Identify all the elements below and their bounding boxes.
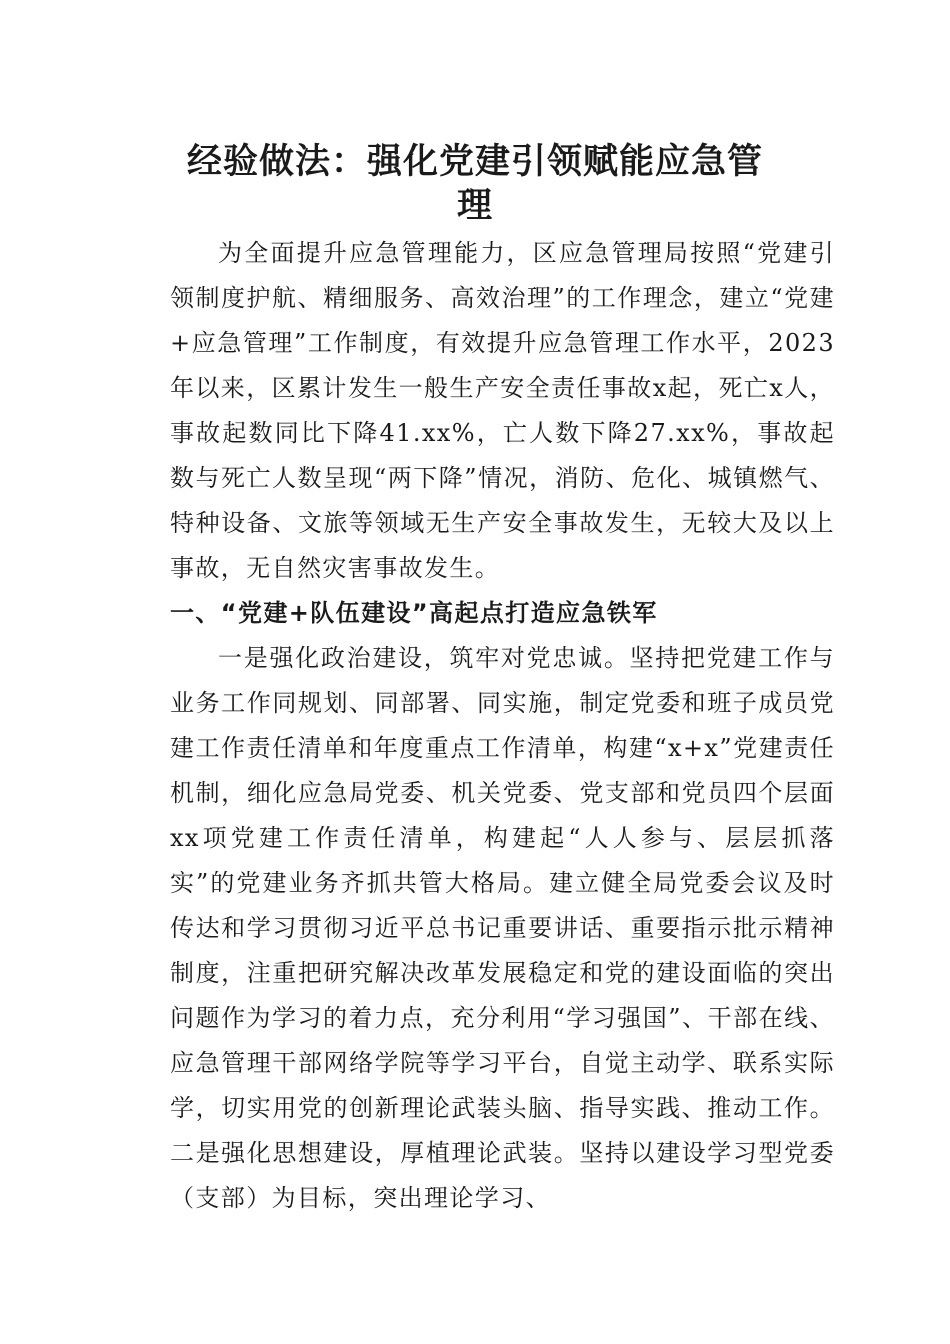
- section-1-paragraph: 一是强化政治建设，筑牢对党忠诚。坚持把党建工作与业务工作同规划、同部署、同实施，制定党委和班子成员党建工作责任清单和年度重点工作清单，构建“x+x”党建责任机制，细化应急局党委、机关党委、党支部和党员四个层面xx项党建工作责任清单，构建起“人人参与、层层抓落实”的党建业务齐抓共管大格局。建立健全局党委会议及时传达和学习贯彻习近平总书记重要讲话、重要指示批示精神制度，注重把研究解决改革发展稳定和党的建设面临的突出问题作为学习的着力点，充分利用“学习强国”、干部在线、应急管理干部网络学院等学习平台，自觉主动学、联系实际学，切实用党的创新理论武装头脑、指导实践、推动工作。二是强化思想建设，厚植理论武装。坚持以建设学习型党委（支部）为目标，突出理论学习、: [170, 644, 835, 1212]
- section-heading-1: 一、“党建+队伍建设”高起点打造应急铁军: [170, 599, 658, 627]
- intro-paragraph: 为全面提升应急管理能力，区应急管理局按照“党建引领制度护航、精细服务、高效治理”的工作理念，建立“党建+应急管理”工作制度，有效提升应急管理工作水平，2023年以来，区累计发生一般生产安全责任事故x起，死亡x人，事故起数同比下降41.xx%，亡人数下降27.xx%，事故起数与死亡人数呈现“两下降”情况，消防、危化、城镇燃气、特种设备、文旅等领域无生产安全事故发生，无较大及以上事故，无自然灾害事故发生。: [170, 239, 835, 582]
- document-body: [170, 231, 835, 1221]
- document-title: 经验做法：强化党建引领赋能应急管理: [186, 142, 763, 226]
